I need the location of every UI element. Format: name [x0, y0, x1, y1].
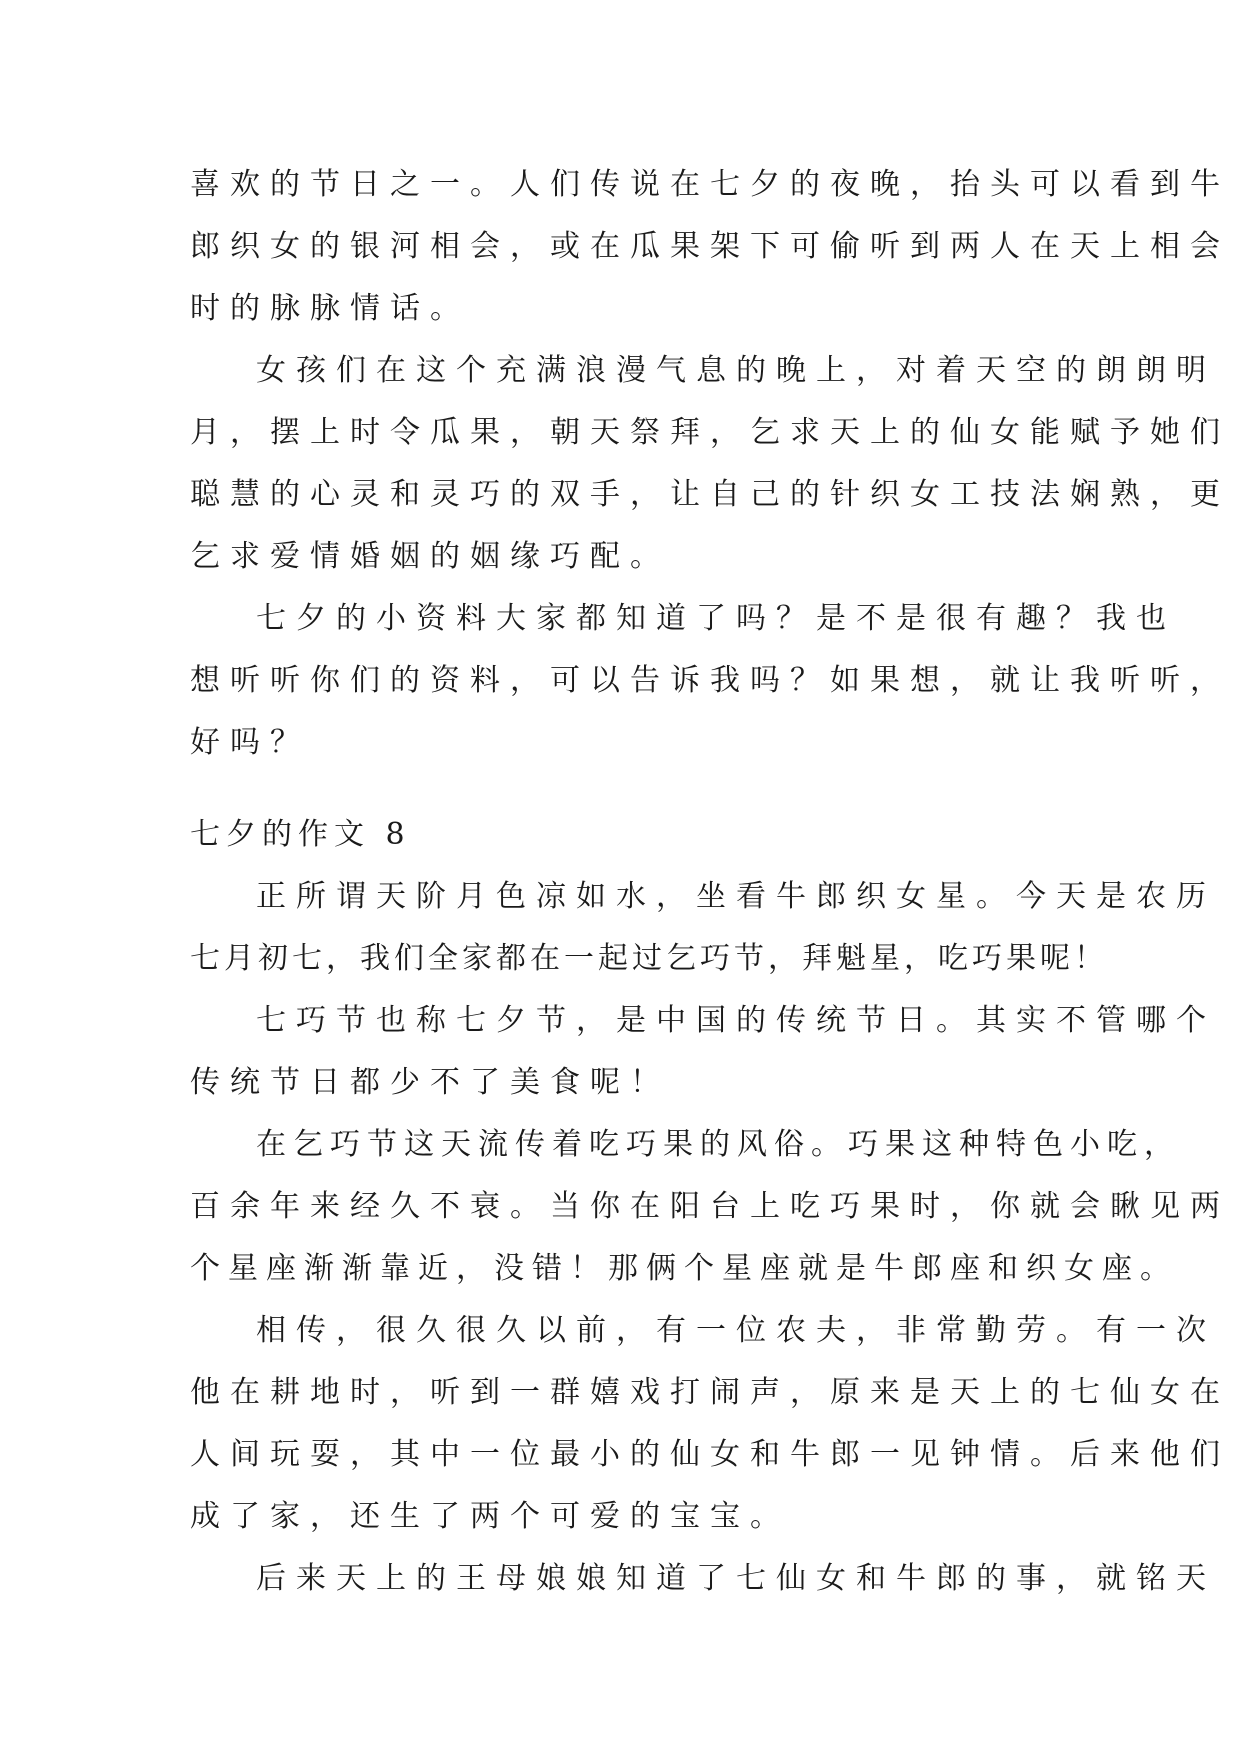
- text-line: 聪慧的心灵和灵巧的双手，让自己的针织女工技法娴熟，更: [190, 477, 1230, 512]
- text-line: 郎织女的银河相会，或在瓜果架下可偷听到两人在天上相会: [190, 229, 1230, 264]
- text-line: 好吗？: [190, 725, 310, 760]
- text-line: 他在耕地时，听到一群嬉戏打闹声，原来是天上的七仙女在: [190, 1375, 1230, 1410]
- text-line: 个星座渐渐靠近，没错！那俩个星座就是牛郎座和织女座。: [190, 1251, 1178, 1286]
- text-line: 七月初七，我们全家都在一起过乞巧节，拜魁星，吃巧果呢！: [190, 941, 1108, 976]
- text-line: 七夕的小资料大家都知道了吗？是不是很有趣？我也: [256, 601, 1176, 636]
- text-line: 传统节日都少不了美食呢！: [190, 1065, 670, 1100]
- text-line: 相传，很久很久以前，有一位农夫，非常勤劳。有一次: [256, 1313, 1216, 1348]
- text-line: 七巧节也称七夕节，是中国的传统节日。其实不管哪个: [256, 1003, 1216, 1038]
- text-line: 在乞巧节这天流传着吃巧果的风俗。巧果这种特色小吃，: [256, 1127, 1181, 1162]
- text-line: 时的脉脉情话。: [190, 291, 470, 326]
- text-line: 人间玩耍，其中一位最小的仙女和牛郎一见钟情。后来他们: [190, 1437, 1230, 1472]
- section-heading: 七夕的作文 8: [190, 817, 411, 852]
- text-line: 正所谓天阶月色凉如水，坐看牛郎织女星。今天是农历: [256, 879, 1216, 914]
- text-line: 乞求爱情婚姻的姻缘巧配。: [190, 539, 670, 574]
- text-line: 想听听你们的资料，可以告诉我吗？如果想，就让我听听，: [190, 663, 1230, 698]
- text-line: 后来天上的王母娘娘知道了七仙女和牛郎的事，就铭天: [256, 1561, 1216, 1596]
- text-line: 月，摆上时令瓜果，朝天祭拜，乞求天上的仙女能赋予她们: [190, 415, 1230, 450]
- text-line: 女孩们在这个充满浪漫气息的晚上，对着天空的朗朗明: [256, 353, 1216, 388]
- text-line: 喜欢的节日之一。人们传说在七夕的夜晚，抬头可以看到牛: [190, 167, 1230, 202]
- text-line: 百余年来经久不衰。当你在阳台上吃巧果时，你就会瞅见两: [190, 1189, 1230, 1224]
- text-line: 成了家，还生了两个可爱的宝宝。: [190, 1499, 790, 1534]
